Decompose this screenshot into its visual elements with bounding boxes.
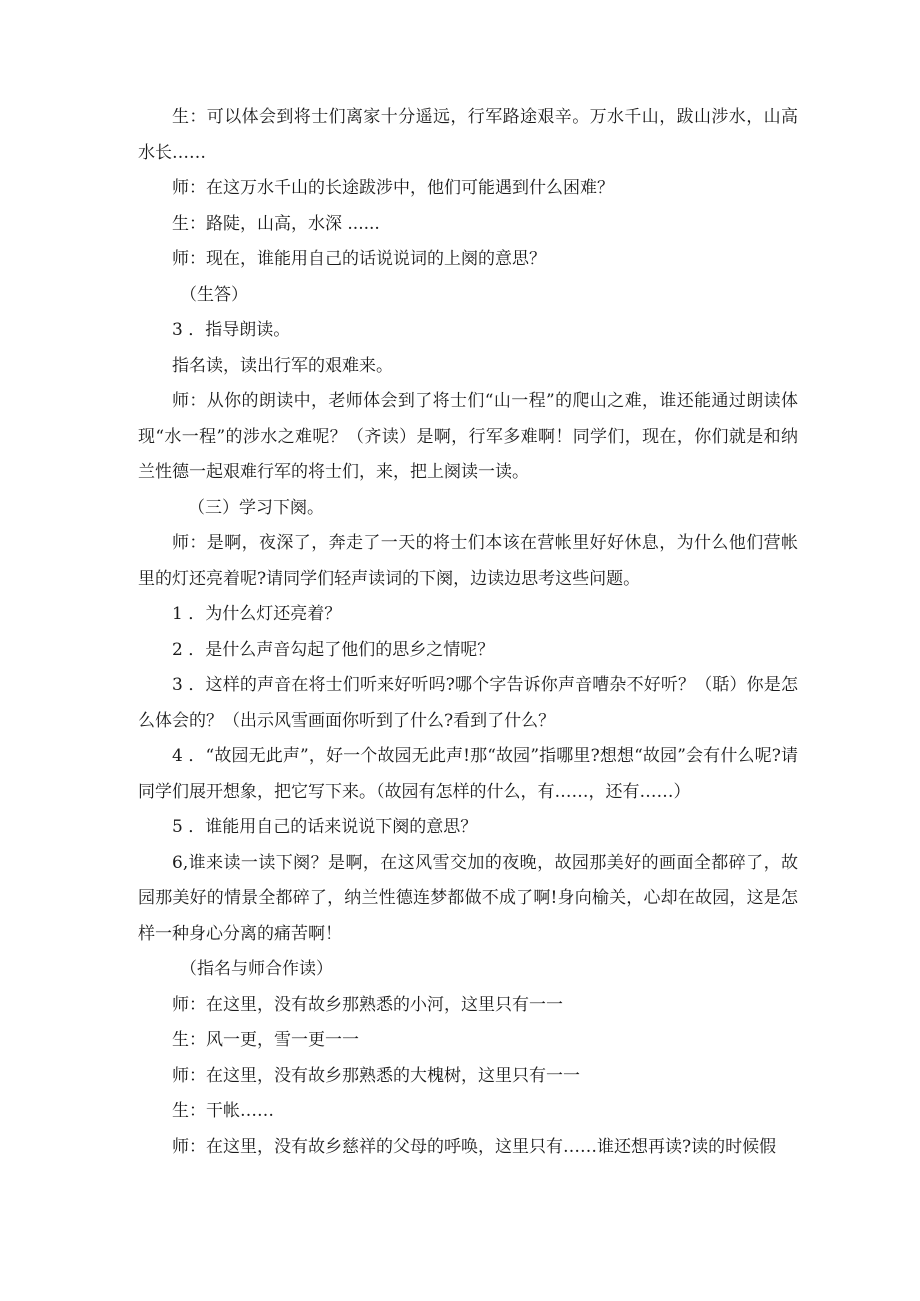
paragraph-student-answer-1: 生：可以体会到将士们离家十分遥远，行军路途艰辛。万水千山，跋山涉水，山高水长…… <box>138 107 798 163</box>
question-item-1: 1 ．为什么灯还亮着？ <box>172 604 342 624</box>
section-heading-3: （三）学习下阕。 <box>188 497 324 518</box>
paragraph-teacher-reading-feedback: 师：从你的朗读中，老师体会到了将士们“山一程”的爬山之难，谁还能通过朗读体现“水一程”的涉水之难呢？（齐读）是啊，行军多难啊！同学们，现在，你们就是和纳兰性德一起艰难行军的将士们，来，把上阕读一读。 <box>138 391 798 482</box>
paragraph-step-3: 3 ．指导朗读。 <box>172 320 291 340</box>
paragraph-teacher-question-1: 师：在这万水千山的长途跋涉中，他们可能遇到什么困难？ <box>172 178 614 198</box>
paragraph-student-line-2: 生：干帐…… <box>172 1101 274 1121</box>
paragraph-student-answer-2: 生：路陡，山高，水深 ...... <box>172 213 380 234</box>
question-item-3: 3 ．这样的声音在将士们听来好听吗?哪个字告诉你声音嘈杂不好听？（聒）你是怎么体会的？（出示风雪画面你听到了什么?看到了什么？ <box>138 675 798 731</box>
document-body <box>138 100 798 1165</box>
paragraph-teacher-line-1: 师：在这里，没有故乡那熟悉的小河，这里只有一一 <box>172 994 563 1015</box>
paragraph-reading-instruction: 指名读，读出行军的艰难来。 <box>172 355 393 376</box>
paragraph-teacher-intro-part-2: 师：是啊，夜深了，奔走了一天的将士们本该在营帐里好好休息，为什么他们营帐里的灯还亮着呢?请同学们轻声读词的下阕，边读边思考这些问题。 <box>138 533 798 589</box>
question-item-5: 5 ．谁能用自己的话来说说下阕的意思？ <box>172 817 478 837</box>
paragraph-cooperative-reading: （指名与师合作读） <box>180 959 333 979</box>
paragraph-student-response: （生答） <box>180 284 248 305</box>
question-item-6: 6,谁来读一读下阕？是啊，在这风雪交加的夜晚，故园那美好的画面全都碎了，故园那美好的情景全都碎了，纳兰性德连梦都做不成了啊!身向榆关，心却在故园，这是怎样一种身心分离的痛苦啊！ <box>138 852 798 944</box>
question-item-4: 4 ．“故园无此声”，好一个故园无此声!那“故园”指哪里?想想“故园”会有什么呢?请同学们展开想象，把它写下来。（故园有怎样的什么，有……，还有……） <box>138 746 798 802</box>
paragraph-student-line-1: 生：风一更，雪一更一一 <box>172 1030 359 1050</box>
paragraph-teacher-line-3: 师：在这里，没有故乡慈祥的父母的呼唤，这里只有……谁还想再读?读的时候假 <box>172 1136 777 1157</box>
paragraph-teacher-question-2: 师：现在，谁能用自己的话说说词的上阕的意思？ <box>172 249 546 269</box>
question-item-2: 2 ．是什么声音勾起了他们的思乡之情呢？ <box>172 639 495 660</box>
paragraph-teacher-line-2: 师：在这里，没有故乡那熟悉的大槐树，这里只有一一 <box>172 1065 580 1086</box>
